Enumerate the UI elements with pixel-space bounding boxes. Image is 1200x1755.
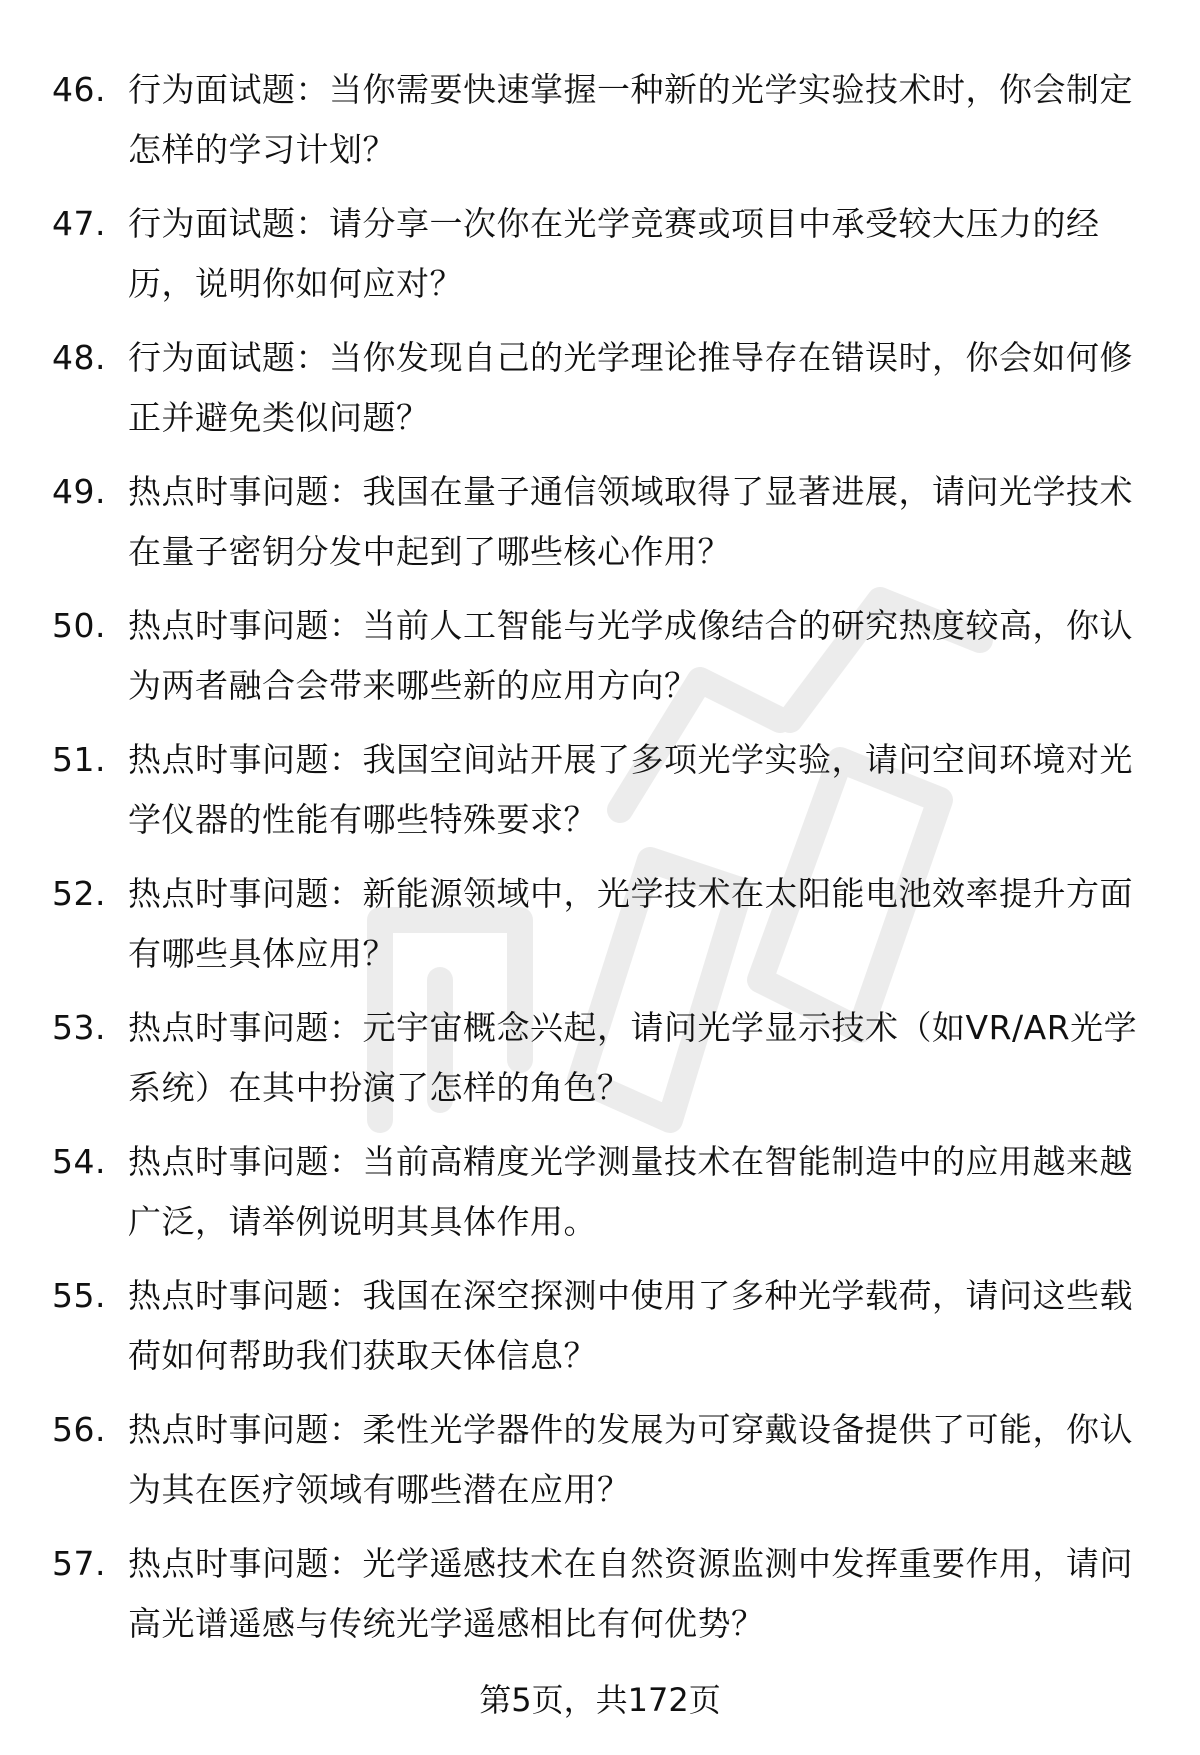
question-number: 47.	[52, 204, 106, 243]
question-item	[0, 462, 1200, 596]
question-item	[0, 730, 1200, 864]
question-text: 行为面试题：当你需要快速掌握一种新的光学实验技术时，你会制定怎样的学习计划？	[128, 70, 1133, 169]
question-number: 56.	[52, 1410, 106, 1449]
question-text: 热点时事问题：当前高精度光学测量技术在智能制造中的应用越来越广泛，请举例说明其具体作用。	[128, 1142, 1133, 1241]
question-number: 53.	[52, 1008, 106, 1047]
question-item	[0, 1534, 1200, 1668]
question-item	[0, 1132, 1200, 1266]
question-number: 54.	[52, 1142, 106, 1181]
question-text: 热点时事问题：元宇宙概念兴起，请问光学显示技术（如VR/AR光学系统）在其中扮演了怎样的角色？	[128, 1008, 1138, 1107]
question-text: 热点时事问题：柔性光学器件的发展为可穿戴设备提供了可能，你认为其在医疗领域有哪些潜在应用？	[128, 1410, 1133, 1509]
question-text: 热点时事问题：我国在深空探测中使用了多种光学载荷，请问这些载荷如何帮助我们获取天体信息？	[128, 1276, 1133, 1375]
question-text: 热点时事问题：新能源领域中，光学技术在太阳能电池效率提升方面有哪些具体应用？	[128, 874, 1133, 973]
question-item	[0, 328, 1200, 462]
question-number: 48.	[52, 338, 106, 377]
question-item	[0, 998, 1200, 1132]
question-text: 热点时事问题：当前人工智能与光学成像结合的研究热度较高，你认为两者融合会带来哪些新的应用方向？	[128, 606, 1133, 705]
question-number: 55.	[52, 1276, 106, 1315]
question-item	[0, 596, 1200, 730]
question-number: 52.	[52, 874, 106, 913]
question-number: 50.	[52, 606, 106, 645]
question-text: 热点时事问题：我国在量子通信领域取得了显著进展，请问光学技术在量子密钥分发中起到了哪些核心作用？	[128, 472, 1133, 571]
question-item	[0, 60, 1200, 194]
question-number: 49.	[52, 472, 106, 511]
question-number: 51.	[52, 740, 106, 779]
page-footer: 第5页，共172页	[479, 1681, 721, 1719]
question-text: 热点时事问题：我国空间站开展了多项光学实验，请问空间环境对光学仪器的性能有哪些特殊要求？	[128, 740, 1133, 839]
question-item	[0, 864, 1200, 998]
question-text: 热点时事问题：光学遥感技术在自然资源监测中发挥重要作用，请问高光谱遥感与传统光学遥感相比有何优势？	[128, 1544, 1133, 1643]
question-list	[0, 60, 1200, 1668]
question-item	[0, 194, 1200, 328]
question-number: 57.	[52, 1544, 106, 1583]
question-number: 46.	[52, 70, 106, 109]
question-item	[0, 1266, 1200, 1400]
question-text: 行为面试题：请分享一次你在光学竞赛或项目中承受较大压力的经历，说明你如何应对？	[128, 204, 1100, 303]
question-text: 行为面试题：当你发现自己的光学理论推导存在错误时，你会如何修正并避免类似问题？	[128, 338, 1133, 437]
question-item	[0, 1400, 1200, 1534]
